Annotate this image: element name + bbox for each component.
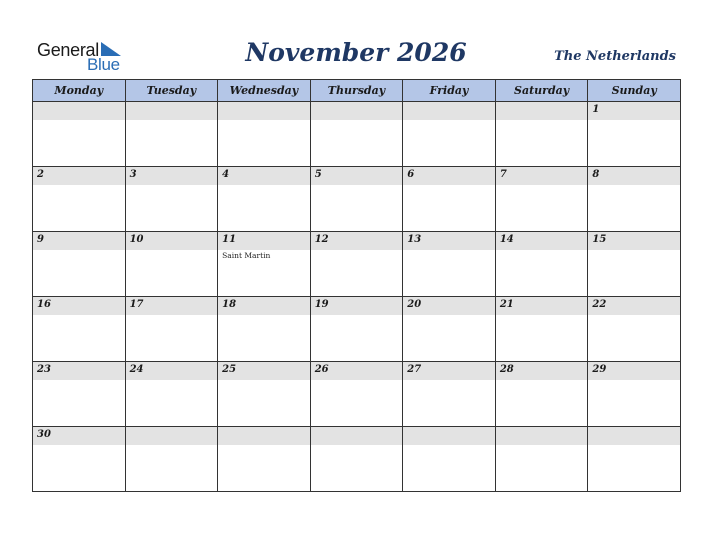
month-calendar-grid [32,79,681,492]
day-number-band [588,427,680,445]
day-number-band [218,167,310,185]
weekday-header-saturday: Saturday [495,80,588,102]
day-number-band [496,102,588,120]
day-number-band [126,427,218,445]
day-number: 8 [592,169,600,180]
day-number-band [33,102,125,120]
calendar-body [33,102,681,492]
day-cell[interactable] [495,102,588,167]
day-number: 21 [499,299,514,310]
day-number: 2 [37,169,44,180]
day-cell[interactable] [33,167,126,232]
day-cell[interactable] [588,297,681,362]
day-number: 12 [314,234,329,245]
day-cell[interactable] [588,427,681,492]
day-cell[interactable] [218,362,311,427]
day-number-band [126,297,218,315]
day-number: 11 [222,234,237,245]
day-cell[interactable] [495,167,588,232]
weekday-header-friday: Friday [403,80,496,102]
week-row [33,232,681,297]
day-cell[interactable] [588,362,681,427]
day-number: 20 [407,299,422,310]
day-number-band [588,167,680,185]
day-cell[interactable] [403,167,496,232]
day-cell[interactable] [310,362,403,427]
weekday-header-wednesday: Wednesday [218,80,311,102]
day-cell[interactable] [33,102,126,167]
day-cell[interactable] [125,102,218,167]
day-number-band [126,102,218,120]
day-number-band [311,297,403,315]
day-number: 26 [314,364,329,375]
day-number-band [403,102,495,120]
day-cell[interactable] [33,362,126,427]
day-cell[interactable] [218,232,311,297]
holiday-label: Saint Martin [222,251,271,260]
day-cell[interactable] [310,232,403,297]
day-cell[interactable] [495,232,588,297]
day-number: 30 [37,429,51,440]
day-number-band [218,232,310,250]
day-number: 19 [314,299,329,310]
day-cell[interactable] [403,427,496,492]
day-cell[interactable] [403,362,496,427]
day-cell[interactable] [310,102,403,167]
day-number-band [33,297,125,315]
day-number: 7 [499,169,507,180]
day-cell[interactable] [310,297,403,362]
day-number-band [126,232,218,250]
day-number: 22 [592,299,607,310]
day-cell[interactable] [33,232,126,297]
calendar-title: November 2026 [245,38,467,67]
day-number-band [33,232,125,250]
day-cell[interactable] [403,232,496,297]
day-number-band [33,427,125,445]
day-number-band [218,102,310,120]
weekday-header-sunday: Sunday [588,80,681,102]
day-number: 5 [314,169,322,180]
day-number: 14 [499,234,514,245]
day-number: 4 [222,169,230,180]
day-number-band [311,102,403,120]
day-number-band [218,362,310,380]
day-number: 23 [37,364,51,375]
day-cell[interactable] [218,102,311,167]
day-cell[interactable] [125,297,218,362]
day-number-band [588,232,680,250]
day-number: 24 [129,364,144,375]
day-cell[interactable] [218,297,311,362]
week-row [33,362,681,427]
day-number-band [218,427,310,445]
day-number-band [403,297,495,315]
day-number: 15 [592,234,607,245]
day-number-band [33,167,125,185]
week-row [33,427,681,492]
day-cell[interactable] [310,167,403,232]
day-number: 9 [37,234,44,245]
day-number-band [311,427,403,445]
day-number: 18 [222,299,237,310]
day-number-band [33,362,125,380]
day-number-band [403,427,495,445]
day-number-band [126,362,218,380]
day-number: 6 [407,169,415,180]
day-number-band [496,297,588,315]
logo-text-general: General [37,40,99,60]
day-number: 28 [499,364,514,375]
day-number-band [496,427,588,445]
week-row [33,102,681,167]
day-number: 1 [592,104,600,115]
day-cell[interactable] [33,427,126,492]
day-number: 16 [37,299,51,310]
day-number: 3 [129,169,137,180]
day-number-band [496,167,588,185]
day-cell[interactable] [403,102,496,167]
day-number: 25 [222,364,237,375]
weekday-header-tuesday: Tuesday [125,80,218,102]
day-cell[interactable] [588,102,681,167]
day-cell[interactable] [125,167,218,232]
day-number: 17 [129,299,144,310]
day-cell[interactable] [33,297,126,362]
day-number: 13 [407,234,422,245]
day-cell[interactable] [125,232,218,297]
weekday-header-row [33,80,681,102]
day-cell[interactable] [588,167,681,232]
day-cell[interactable] [495,297,588,362]
day-cell[interactable] [495,427,588,492]
day-number-band [311,167,403,185]
logo-text-blue: Blue [87,55,120,74]
week-row [33,167,681,232]
day-number-band [588,362,680,380]
day-number-band [496,362,588,380]
day-number: 29 [592,364,607,375]
day-number-band [403,362,495,380]
day-number: 27 [407,364,422,375]
day-number-band [126,167,218,185]
day-number-band [588,297,680,315]
day-number-band [403,167,495,185]
day-number-band [311,232,403,250]
day-cell[interactable] [218,427,311,492]
day-cell[interactable] [403,297,496,362]
day-cell[interactable] [125,427,218,492]
day-cell[interactable] [588,232,681,297]
day-number-band [218,297,310,315]
day-number-band [311,362,403,380]
day-number-band [588,102,680,120]
day-cell[interactable] [495,362,588,427]
week-row [33,297,681,362]
day-cell[interactable] [310,427,403,492]
day-number: 10 [129,234,144,245]
weekday-header-thursday: Thursday [310,80,403,102]
day-cell[interactable] [125,362,218,427]
day-cell[interactable] [218,167,311,232]
day-number-band [403,232,495,250]
country-label: The Netherlands [554,49,676,64]
weekday-header-monday: Monday [33,80,126,102]
day-number-band [496,232,588,250]
